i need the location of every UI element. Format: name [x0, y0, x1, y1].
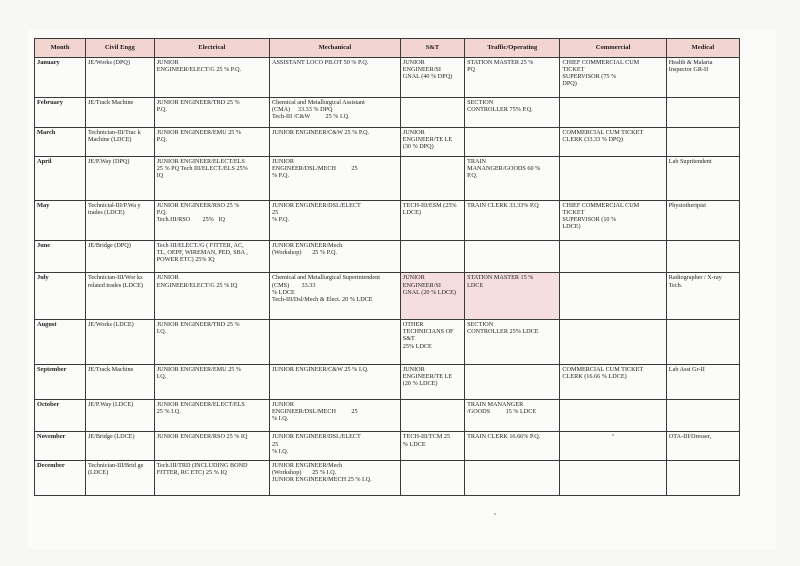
cell-electrical: [154, 240, 269, 273]
snt-text: JUNIOR ENGINEER/TE LE (20 % LDCE): [402, 365, 453, 387]
commercial-text: COMMERCIAL CUM TICKET CLERK (33.33 % DPQ): [562, 129, 644, 144]
snt-text: TECH-III/ESM (25% LDCE): [402, 202, 457, 217]
table-row: [35, 460, 740, 495]
civil-engg-text: JE/Bridge (LDCE): [87, 433, 135, 441]
medical-text: Health & Malaria Inspector GR-II: [668, 59, 713, 74]
cell-civil-engg: [85, 364, 154, 399]
table-row: [35, 156, 740, 200]
cell-month: [35, 320, 86, 364]
table-row: [35, 399, 740, 432]
month-text: January: [37, 59, 60, 66]
medical-text: Lab Asst Gr-II: [668, 365, 705, 373]
cell-electrical: [154, 460, 269, 495]
cell-medical: [666, 364, 739, 399]
cell-commercial: [560, 432, 666, 460]
table-row: [35, 97, 740, 127]
medical-text: Physiotheripist: [668, 202, 706, 209]
cell-mechanical: [269, 399, 400, 432]
civil-engg-text: JE/P.Way (LDCE): [87, 400, 134, 408]
cell-electrical: [154, 97, 269, 127]
cell-civil-engg: [85, 97, 154, 127]
cell-mechanical: [269, 58, 400, 98]
commercial-text: COMMERCIAL CUM TICKET CLERK (16.66 % LDCE): [562, 365, 644, 380]
snt-text: JUNIOR ENGINEER/SI GNAL (40 % DPQ): [402, 59, 453, 81]
table-row: [35, 240, 740, 273]
cell-snt: [400, 240, 464, 273]
cell-commercial: [560, 273, 666, 320]
table-row: [35, 273, 740, 320]
electrical-text: Tech.III/TRD (INCLUDING BOND FITTER, RC ETC) 25 % IQ: [156, 461, 248, 476]
traffic-operating-text: SECTION CONTROLLER 75% P.Q.: [467, 98, 533, 113]
cell-snt: [400, 460, 464, 495]
electrical-text: Tech III/ELECT./G ( FITTER, AC, TL, OEPF, WIREMAN, PED, SBA , POWER ETC) 25% IQ: [156, 241, 248, 263]
commercial-text: CHIEF COMMERCIAL CUM TICKET SUPERVISOR (10 % LDCE): [562, 202, 640, 231]
cell-medical: [666, 460, 739, 495]
civil-engg-text: Technician-III/Trac k Machine (LDCE): [87, 129, 141, 144]
cell-mechanical: [269, 320, 400, 364]
electrical-text: JUNIOR ENGINEER/ELECT/ELS 25 % I.Q.: [156, 400, 245, 415]
cell-snt: [400, 58, 464, 98]
snt-text: JUNIOR ENGINEER/SI GNAL (20 % LDCE): [402, 274, 456, 296]
month-text: November: [37, 433, 66, 441]
table-row: [35, 432, 740, 460]
month-text: May: [37, 202, 50, 209]
cell-commercial: [560, 128, 666, 156]
traffic-operating-text: TRAIN CLERK 16.66% P.Q.: [467, 433, 541, 441]
electrical-text: JUNIOR ENGINEER/EMU 25 % P.Q.: [156, 129, 242, 144]
civil-engg-text: Technician-III/Wor ks related trades (LDCE): [87, 274, 143, 289]
mechanical-text: JUNIOR ENGINEER/Mech (Workshop) 25 % I.Q. JUNIOR ENGINEER/MECH 25 % I.Q.: [271, 461, 372, 484]
civil-engg-text: JE/Works (DPQ): [87, 59, 130, 66]
civil-engg-text: Technician-III/Brid ge (LDCE): [87, 461, 144, 476]
cell-civil-engg: [85, 460, 154, 495]
cell-traffic-operating: [465, 273, 560, 320]
cell-traffic-operating: [465, 399, 560, 432]
cell-commercial: [560, 201, 666, 241]
cell-mechanical: [269, 460, 400, 495]
table-row: [35, 58, 740, 98]
cell-snt: [400, 273, 464, 320]
cell-medical: [666, 156, 739, 200]
cell-electrical: [154, 399, 269, 432]
medical-text: OTA-III/Dresser,: [668, 433, 712, 441]
cell-commercial: [560, 58, 666, 98]
cell-electrical: [154, 273, 269, 320]
cell-snt: [400, 128, 464, 156]
civil-engg-text: Technicial-III/P.Wa y trades (LDCE): [87, 202, 141, 217]
cell-electrical: [154, 156, 269, 200]
electrical-text: JUNIOR ENGINEER/TRD 25 % I.Q.: [156, 321, 240, 336]
cell-traffic-operating: [465, 240, 560, 273]
month-text: September: [37, 365, 67, 373]
cell-civil-engg: [85, 128, 154, 156]
mechanical-text: JUNIOR ENGINEER/DSL/MECH 25 % I.Q.: [271, 400, 358, 422]
electrical-text: JUNIOR ENGINEER/ELECT/G 25 % IQ: [156, 274, 238, 289]
mechanical-text: JUNIOR ENGINEER/DSL/MECH 25 % P.Q.: [271, 157, 358, 179]
month-text: October: [37, 400, 60, 408]
traffic-operating-text: TRAIN CLERK 33.33% P.Q: [467, 202, 539, 209]
cell-traffic-operating: [465, 128, 560, 156]
month-text: December: [37, 461, 65, 469]
cell-snt: [400, 156, 464, 200]
cell-month: [35, 460, 86, 495]
cell-electrical: [154, 201, 269, 241]
cell-medical: [666, 201, 739, 241]
civil-engg-text: JE/Bridge (DPQ): [87, 241, 131, 249]
cell-civil-engg: [85, 320, 154, 364]
commercial-text: CHIEF COMMERCIAL CUM TICKET SUPERVISOR (75 % DPQ): [562, 59, 640, 88]
snt-text: TECH-III/TCM 25 % LDCE: [402, 433, 451, 448]
civil-engg-text: JE/Works (LDCE): [87, 321, 134, 329]
mechanical-text: JUNIOR ENGINEER/DSL/ELECT 25 % I.Q.: [271, 433, 361, 455]
cell-electrical: [154, 128, 269, 156]
electrical-text: JUNIOR ENGINEER/ELECT/G 25 % P.Q.: [156, 59, 242, 74]
cell-mechanical: [269, 273, 400, 320]
cell-medical: [666, 240, 739, 273]
electrical-text: JUNIOR ENGINEER/EMU 25 % I.Q.: [156, 365, 242, 380]
cell-medical: [666, 128, 739, 156]
scan-speck: [494, 513, 496, 515]
mechanical-text: JUNIOR ENGINEER/DSL/ELECT 25 % P.Q.: [271, 202, 361, 224]
cell-traffic-operating: [465, 364, 560, 399]
table-row: [35, 128, 740, 156]
cell-month: [35, 273, 86, 320]
cell-traffic-operating: [465, 97, 560, 127]
cell-civil-engg: [85, 240, 154, 273]
cell-medical: [666, 432, 739, 460]
mechanical-text: JUNIOR ENGINEER/C&W 25 % P.Q.: [271, 129, 370, 137]
header-mechanical: Mechanical: [269, 39, 400, 58]
cell-snt: [400, 97, 464, 127]
cell-electrical: [154, 58, 269, 98]
medical-text: Radiographer / X-ray Tech.: [668, 274, 722, 289]
cell-traffic-operating: [465, 58, 560, 98]
cell-medical: [666, 273, 739, 320]
month-text: June: [37, 241, 51, 249]
cell-month: [35, 201, 86, 241]
cell-civil-engg: [85, 399, 154, 432]
cell-month: [35, 364, 86, 399]
cell-commercial: [560, 240, 666, 273]
table-row: [35, 201, 740, 241]
cell-civil-engg: [85, 156, 154, 200]
cell-electrical: [154, 432, 269, 460]
cell-commercial: [560, 399, 666, 432]
table-row: [35, 364, 740, 399]
header-row: [35, 39, 740, 58]
header-civil-engg: Civil Engg: [85, 39, 154, 58]
civil-engg-text: JE/Track Machine: [87, 98, 134, 106]
month-text: March: [37, 129, 56, 137]
cell-medical: [666, 58, 739, 98]
header-electrical: Electrical: [154, 39, 269, 58]
cell-snt: [400, 201, 464, 241]
cell-medical: [666, 320, 739, 364]
cell-snt: [400, 364, 464, 399]
cell-medical: [666, 399, 739, 432]
cell-commercial: [560, 364, 666, 399]
header-traffic-operating: Traffic/Operating: [465, 39, 560, 58]
cell-commercial: [560, 97, 666, 127]
cell-snt: [400, 432, 464, 460]
cell-month: [35, 97, 86, 127]
cell-civil-engg: [85, 432, 154, 460]
civil-engg-text: JE/Track Machine: [87, 365, 134, 373]
cell-commercial: [560, 320, 666, 364]
traffic-operating-text: STATION MASTER 25 % PQ: [467, 59, 534, 74]
month-text: August: [37, 321, 57, 329]
cell-mechanical: [269, 128, 400, 156]
cell-traffic-operating: [465, 320, 560, 364]
traffic-operating-text: TRAIN MANANGER /GOODS 15 % LDCE: [467, 400, 537, 415]
snt-text: OTHER TECHNICIANS OF S&T 25% LDCE: [402, 321, 454, 350]
medical-text: Lab Supritendent: [668, 157, 712, 165]
cell-electrical: [154, 364, 269, 399]
header-month: Month: [35, 39, 86, 58]
cell-mechanical: [269, 97, 400, 127]
electrical-text: JUNIOR ENGINEER/RSO 25 % P.Q. Tech.III/RSO 25% IQ: [156, 202, 240, 224]
traffic-operating-text: TRAIN MANANGER/GOODS 60 % P.Q.: [467, 157, 541, 179]
cell-commercial: [560, 156, 666, 200]
cell-snt: [400, 399, 464, 432]
mechanical-text: Chemical and Metallurgical Assistant (CMA) 33.33 % DPQ Tech-III /C&W 25 % I.Q.: [271, 98, 365, 120]
mechanical-text: Chemical and Metallurgical Superintendent (CMS) 33.33 % LDCE Tech-III/Dsl/Mech & Elect. 20 % LDCE: [271, 274, 380, 303]
cell-month: [35, 240, 86, 273]
cell-mechanical: [269, 201, 400, 241]
mechanical-text: ASSISTANT LOCO PILOT 50 % P.Q.: [271, 59, 369, 66]
cell-traffic-operating: [465, 432, 560, 460]
traffic-operating-text: STATION MASTER 15 % LDCE: [467, 274, 534, 289]
cell-month: [35, 58, 86, 98]
cell-month: [35, 399, 86, 432]
cell-traffic-operating: [465, 460, 560, 495]
cell-month: [35, 128, 86, 156]
mechanical-text: JUNIOR ENGINEER/Mech (Workshop) 25 % P.Q.: [271, 241, 343, 256]
scan-speck: [612, 434, 614, 436]
header-medical: Medical: [666, 39, 739, 58]
cell-mechanical: [269, 240, 400, 273]
header-snt: S&T: [400, 39, 464, 58]
header-commercial: Commercial: [560, 39, 666, 58]
cell-medical: [666, 97, 739, 127]
cell-commercial: [560, 460, 666, 495]
traffic-operating-text: SECTION CONTROLLER 25% LDCE: [467, 321, 539, 336]
recruitment-calendar-table: [34, 38, 740, 496]
cell-traffic-operating: [465, 156, 560, 200]
electrical-text: JUNIOR ENGINEER/RSO 25 % IQ: [156, 433, 248, 441]
cell-snt: [400, 320, 464, 364]
cell-civil-engg: [85, 201, 154, 241]
cell-electrical: [154, 320, 269, 364]
cell-civil-engg: [85, 273, 154, 320]
snt-text: JUNIOR ENGINEER/TE LE (30 % DPQ): [402, 129, 453, 151]
table-row: [35, 320, 740, 364]
month-text: February: [37, 98, 63, 106]
cell-mechanical: [269, 364, 400, 399]
cell-month: [35, 432, 86, 460]
cell-mechanical: [269, 432, 400, 460]
month-text: July: [37, 274, 49, 282]
mechanical-text: JUNIOR ENGINEER/C&W 25 % I.Q.: [271, 365, 369, 373]
electrical-text: JUNIOR ENGINEER/ELECT/ELS 25 % PQ Tech III/ELECT./ELS 25% IQ: [156, 157, 248, 179]
cell-month: [35, 156, 86, 200]
cell-civil-engg: [85, 58, 154, 98]
month-text: April: [37, 157, 52, 165]
electrical-text: JUNIOR ENGINEER/TRD 25 % P.Q.: [156, 98, 240, 113]
cell-traffic-operating: [465, 201, 560, 241]
cell-mechanical: [269, 156, 400, 200]
civil-engg-text: JE/P.Way (DPQ): [87, 157, 130, 165]
